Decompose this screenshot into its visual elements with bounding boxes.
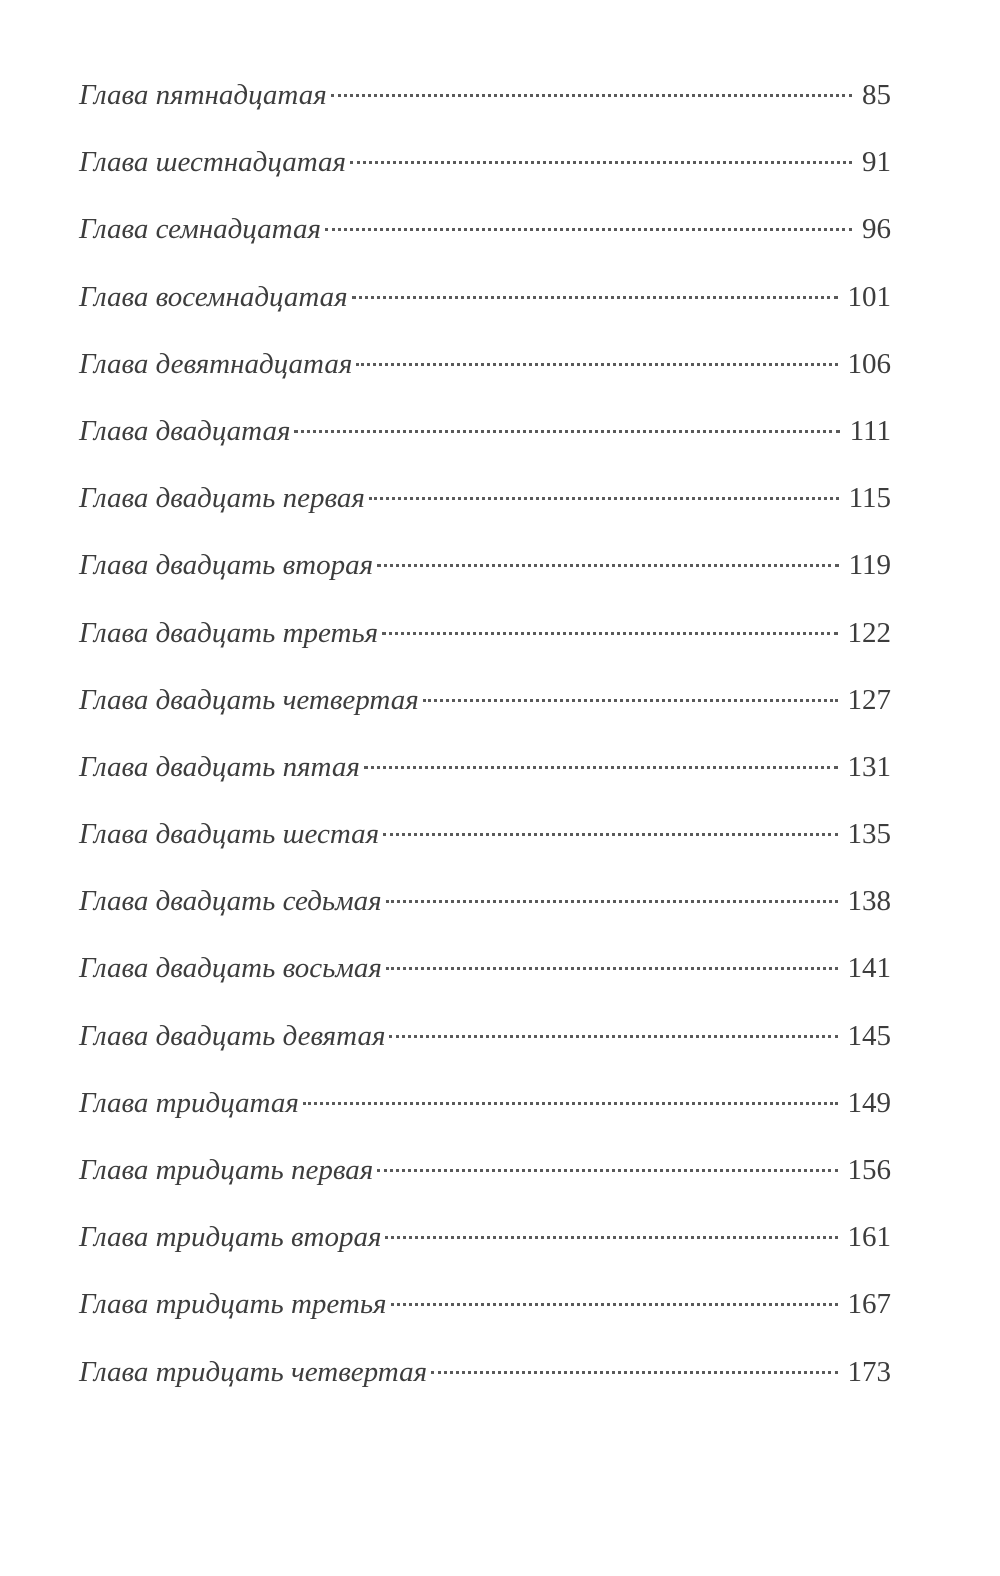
dot-leader: [331, 94, 852, 97]
toc-entry[interactable]: [79, 1210, 891, 1277]
page-number: 161: [847, 1221, 891, 1254]
page-number: 101: [847, 280, 891, 313]
chapter-title: Глава двадцать седьмая: [79, 885, 382, 918]
dot-leader: [325, 228, 852, 231]
chapter-title: Глава двадцать вторая: [79, 549, 374, 582]
chapter-title: Глава двадцать шестая: [79, 818, 380, 851]
page-number: 135: [847, 818, 891, 851]
dot-leader: [389, 1035, 837, 1038]
toc-entry[interactable]: [79, 1143, 891, 1210]
page-number: 167: [847, 1288, 891, 1321]
toc-entry[interactable]: [79, 1009, 891, 1076]
chapter-title: Глава двадцатая: [79, 414, 291, 447]
toc-entry[interactable]: [79, 874, 891, 941]
toc-entry[interactable]: [79, 1277, 891, 1344]
toc-entry[interactable]: [79, 202, 891, 269]
chapter-title: Глава девятнадцатая: [79, 347, 353, 380]
toc-entry[interactable]: [79, 673, 891, 740]
page-number: 122: [847, 616, 891, 649]
toc-entry[interactable]: [79, 1345, 891, 1412]
dot-leader: [391, 1303, 838, 1306]
dot-leader: [386, 900, 838, 903]
dot-leader: [377, 1169, 837, 1172]
toc-entry[interactable]: [79, 740, 891, 807]
page-number: 96: [862, 213, 891, 246]
chapter-title: Глава тридцать первая: [79, 1154, 374, 1186]
toc-entry[interactable]: [79, 471, 891, 538]
page-number: 85: [862, 79, 891, 111]
page-number: 115: [848, 482, 891, 515]
dot-leader: [356, 363, 837, 366]
dot-leader: [382, 632, 837, 635]
page-number: 127: [847, 683, 891, 716]
page-number: 145: [847, 1019, 891, 1052]
toc-entry[interactable]: [79, 1076, 891, 1143]
dot-leader: [352, 296, 838, 299]
page-number: 111: [849, 414, 891, 447]
toc-entry[interactable]: [79, 941, 891, 1008]
chapter-title: Глава двадцать третья: [79, 616, 379, 649]
page-number: 131: [847, 750, 891, 783]
dot-leader: [385, 1236, 837, 1239]
chapter-title: Глава семнадцатая: [79, 213, 321, 246]
chapter-title: Глава тридцать третья: [79, 1288, 387, 1321]
toc-entry[interactable]: [79, 135, 891, 202]
dot-leader: [383, 833, 837, 836]
chapter-title: Глава двадцать восьмая: [79, 952, 382, 985]
dot-leader: [423, 699, 838, 702]
toc-entry[interactable]: [79, 270, 891, 337]
page-number: 173: [847, 1355, 891, 1388]
page-number: 141: [847, 952, 891, 985]
toc-entry[interactable]: [79, 337, 891, 404]
toc-entry[interactable]: [79, 68, 891, 135]
table-of-contents: [79, 68, 891, 1412]
dot-leader: [303, 1102, 838, 1105]
toc-entry[interactable]: [79, 538, 891, 605]
dot-leader: [431, 1371, 837, 1374]
chapter-title: Глава пятнадцатая: [79, 79, 327, 111]
toc-entry[interactable]: [79, 606, 891, 673]
dot-leader: [364, 766, 838, 769]
page-number: 149: [847, 1086, 891, 1119]
chapter-title: Глава тридцать вторая: [79, 1221, 382, 1254]
toc-entry[interactable]: [79, 807, 891, 874]
dot-leader: [386, 967, 838, 970]
page-number: 156: [847, 1154, 891, 1186]
chapter-title: Глава восемнадцатая: [79, 280, 348, 313]
dot-leader: [294, 430, 839, 433]
chapter-title: Глава двадцать девятая: [79, 1019, 386, 1052]
page-number: 119: [848, 549, 891, 582]
page-number: 138: [847, 885, 891, 918]
toc-entry[interactable]: [79, 404, 891, 471]
dot-leader: [350, 161, 852, 164]
chapter-title: Глава тридцатая: [79, 1086, 299, 1119]
chapter-title: Глава шестнадцатая: [79, 146, 346, 179]
dot-leader: [369, 497, 839, 500]
chapter-title: Глава двадцать пятая: [79, 750, 360, 783]
chapter-title: Глава двадцать четвертая: [79, 683, 419, 716]
chapter-title: Глава двадцать первая: [79, 482, 365, 515]
page-number: 106: [847, 347, 891, 380]
dot-leader: [377, 564, 838, 567]
chapter-title: Глава тридцать четвертая: [79, 1355, 428, 1388]
page-number: 91: [862, 146, 891, 179]
